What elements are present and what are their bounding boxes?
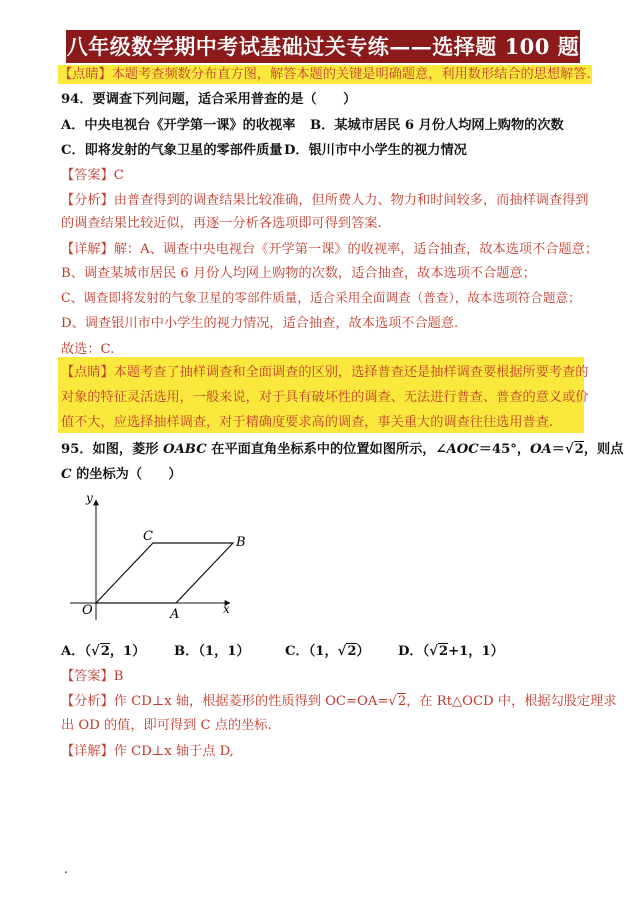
footer-mark: .: [64, 862, 68, 876]
q95-answer-value: B: [113, 669, 124, 684]
q94-answer-value: C: [113, 168, 124, 183]
label-o: O: [82, 603, 93, 618]
tip-top-text: 本题考查频数分布直方图，解答本题的关键是明确题意，利用数形结合的思想解答.: [111, 67, 591, 82]
q95-analysis-sqrt: 2: [397, 694, 407, 709]
q95-analysis-1: 【分析】作 CD⊥x 轴，根据菱形的性质得到 OC=OA=√2，在 Rt△OCD 中，根据勾股定理求: [61, 694, 617, 709]
q95-stem-part: 95．如图，菱形: [61, 442, 164, 457]
label-x: x: [223, 602, 230, 616]
q94-detail-5: 故选：C.: [61, 342, 115, 357]
q95-option-d: D．（√2+1，1）: [398, 644, 504, 659]
tip-top: [58, 63, 592, 82]
q94-tip-block: [58, 357, 589, 433]
q95-stem-part: ＝45°，: [478, 442, 531, 457]
q94-detail-1: [61, 238, 598, 257]
q95-option-d-pre: D．（: [398, 644, 430, 659]
q95-option-b: [174, 640, 250, 659]
q95-option-a: A．（√2，1）: [61, 644, 146, 659]
label-c: C: [143, 529, 153, 544]
q95-stem-rhombus: OABC: [163, 442, 207, 457]
q94-analysis-tag: 【分析】: [61, 193, 114, 208]
q94-tip-text-1: 本题考查了抽样调查和全面调查的区别，选择普查还是抽样调查要根据所要考查的: [113, 365, 589, 380]
q94-analysis-1: [61, 189, 589, 208]
label-b: B: [236, 535, 246, 550]
q94-detail-4: D、调查银川市中小学生的视力情况，适合抽查，故本选项不合题意.: [61, 316, 459, 331]
q95-answer: [61, 665, 123, 684]
q95-stem-angle: AOC: [446, 442, 479, 457]
q94-detail-text-1: 解：A、调查中央电视台《开学第一课》的收视率，适合抽查，故本选项不合题意；: [113, 242, 599, 257]
q94-option-b: B．某城市居民 6 月份人均网上购物的次数: [310, 118, 564, 133]
q95-stem-part: ＝: [551, 442, 565, 457]
q95-stem-sqrt: 2: [574, 442, 584, 457]
q95-option-c-post: ）: [356, 644, 370, 659]
q95-stem-2: [61, 463, 182, 482]
q94-answer-tag: 【答案】: [61, 168, 114, 183]
q95-option-c-pre: C．（1，: [285, 644, 338, 659]
rhombus-oabc: [96, 543, 233, 603]
q95-stem-oa: OA: [530, 442, 552, 457]
q94-detail-2: B、调查某城市居民 6 月份人均网上购物的次数，适合抽查，故本选项不合题意；: [61, 266, 536, 281]
q94-option-d: D．银川市中小学生的视力情况: [284, 143, 467, 158]
q95-stem-part: ，则点: [583, 442, 624, 457]
q95-answer-tag: 【答案】: [61, 669, 114, 684]
q94-option-a: A．中央电视台《开学第一课》的收视率: [61, 118, 296, 133]
q94-tip-3: 值不大，应选择抽样调查，对于精确度要求高的调查，事关重大的调查往往选用普查.: [61, 415, 554, 430]
rhombus-figure: [60, 488, 250, 628]
page-title: 八年级数学期中考试基础过关专练——选择题 100 题: [66, 30, 580, 63]
q95-stem-part: 的坐标为（ ）: [71, 467, 182, 482]
q95-analysis-part: 作 CD⊥x 轴，根据菱形的性质得到 OC=OA=: [113, 694, 389, 709]
q94-tip-2: 对象的特征灵活选用，一般来说，对于具有破坏性的调查、无法进行普查、普查的意义或价: [61, 390, 589, 405]
q95-stem-point-c: C: [61, 467, 72, 482]
q95-stem-1: 95．如图，菱形 OABC 在平面直角坐标系中的位置如图所示，∠AOC＝45°，OA＝√2，则点: [61, 442, 624, 457]
q94-detail-tag: 【详解】: [61, 242, 114, 257]
q94-answer: [61, 164, 124, 183]
q95-analysis-tag: 【分析】: [61, 694, 114, 709]
q94-analysis-2: 的调查结果比较近似，再逐一分析各选项即可得到答案.: [61, 216, 382, 231]
q95-option-a-sqrt: 2: [100, 644, 110, 659]
label-y: y: [86, 491, 93, 505]
q94-stem: 94．要调查下列问题，适合采用普查的是（ ）: [61, 92, 357, 107]
q95-option-d-post: +1，1）: [448, 644, 504, 659]
q95-option-c-sqrt: 2: [347, 644, 357, 659]
q94-tip-tag: 【点睛】: [61, 365, 114, 380]
q95-option-d-sqrt: 2: [438, 644, 449, 659]
q95-option-c: C．（1，√2）: [285, 644, 370, 659]
q95-detail-tag: 【详解】: [61, 744, 114, 759]
label-a: A: [170, 607, 180, 622]
q95-option-b-text: B．（1，1）: [174, 644, 250, 659]
q95-option-a-post: ，1）: [109, 644, 146, 659]
q94-option-c: C．即将发射的气象卫星的零部件质量: [61, 143, 283, 158]
q95-option-a-pre: A．（: [61, 644, 92, 659]
q95-detail-text: 作 CD⊥x 轴于点 D,: [113, 744, 234, 759]
q95-analysis-part: ，在 Rt△OCD 中，根据勾股定理求: [406, 694, 617, 709]
q95-detail: [61, 740, 234, 759]
q94-detail-3: C、调查即将发射的气象卫星的零部件质量，适合采用全面调查（普查），故本选项符合题意；: [61, 290, 581, 305]
q94-analysis-text-1: 由普查得到的调查结果比较准确，但所费人力、物力和时间较多，而抽样调查得到: [113, 193, 589, 208]
q94-tip-1: [61, 361, 589, 380]
q95-stem-part: 在平面直角坐标系中的位置如图所示，∠: [206, 442, 447, 457]
tip-top-tag: 【点睛】: [59, 67, 112, 82]
q95-analysis-2: 出 OD 的值，即可得到 C 点的坐标.: [61, 718, 272, 733]
